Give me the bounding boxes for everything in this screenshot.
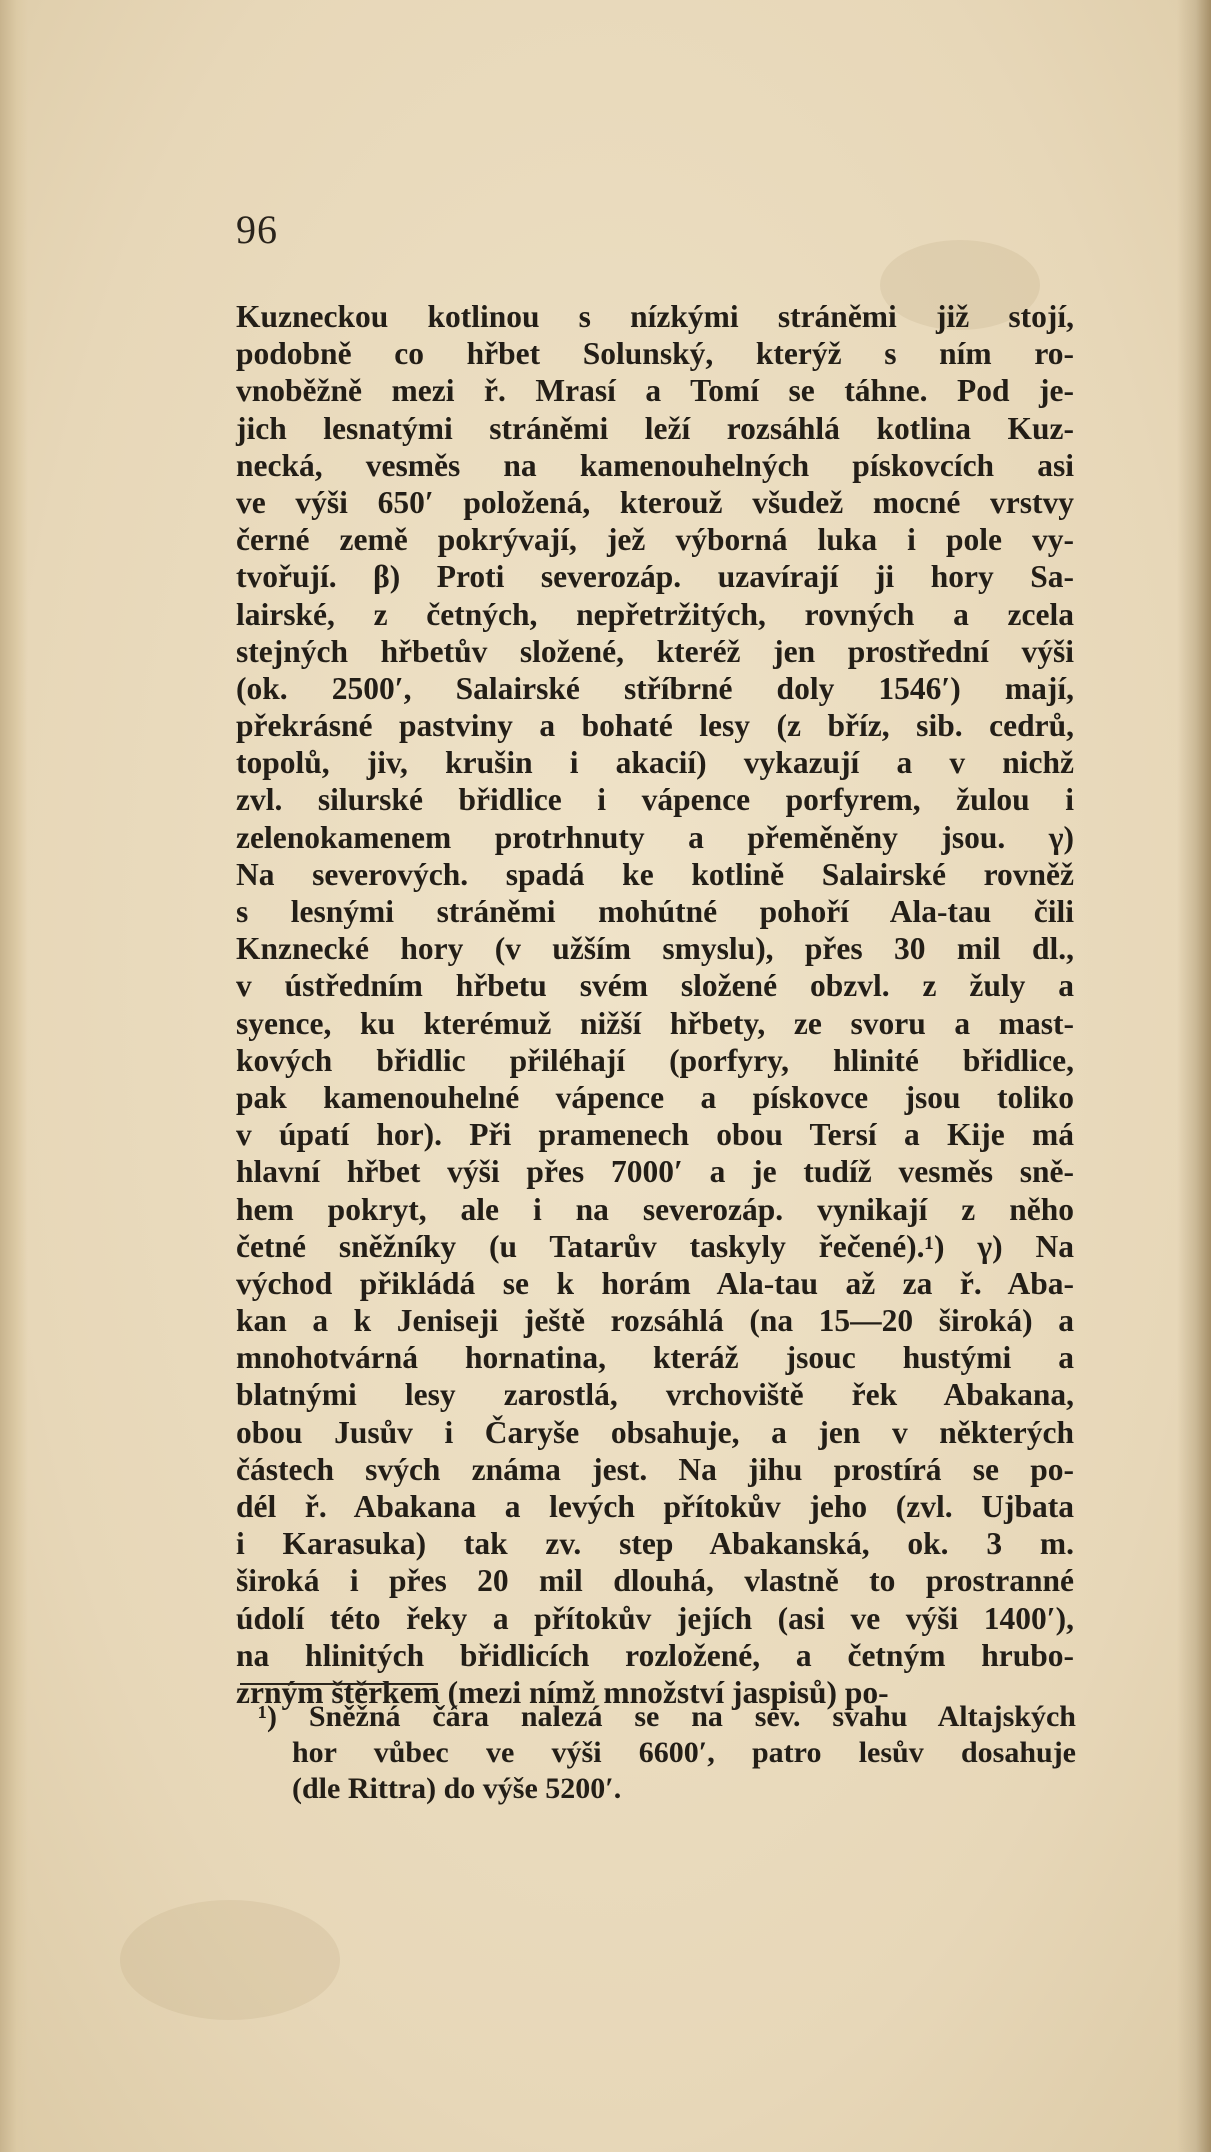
text-line: i Karasuka) tak zv. step Abakanská, ok. 3 m. xyxy=(236,1526,1074,1562)
text-line: částech svých známa jest. Na jihu prostírá se po- xyxy=(236,1451,1074,1487)
text-line: podobně co hřbet Solunský, kterýž s ním ro- xyxy=(236,336,1074,372)
text-line: v ústředním hřbetu svém složené obzvl. z žuly a xyxy=(236,968,1074,1004)
text-line: Knznecké hory (v užším smyslu), přes 30 mil dl., xyxy=(236,931,1074,967)
text-line: zelenokamenem protrhnuty a přeměněny jsou. γ) xyxy=(236,819,1074,855)
text-line: stejných hřbetův složené, kteréž jen prostřední výši xyxy=(236,633,1074,669)
text-line: (ok. 2500′, Salairské stříbrné doly 1546′) mají, xyxy=(236,670,1074,706)
text-line: údolí této řeky a přítokův jejích (asi ve výši 1400′), xyxy=(236,1600,1074,1636)
text-line: kan a k Jeniseji ještě rozsáhlá (na 15—20 široká) a xyxy=(236,1303,1074,1339)
text-line: tvořují. β) Proti severozáp. uzavírají ji hory Sa- xyxy=(236,559,1074,595)
text-line: četné sněžníky (u Tatarův taskyly řečené).¹) γ) Na xyxy=(236,1228,1074,1264)
text-line: kových břidlic přiléhají (porfyry, hlinité břidlice, xyxy=(236,1042,1074,1078)
text-line: na hlinitých břidlicích rozložené, a četným hrubo- xyxy=(236,1637,1074,1673)
footnote-line: hor vůbec ve výši 6600′, patro lesův dosahuje xyxy=(292,1736,1076,1769)
text-line: topolů, jiv, krušin i akacií) vykazují a v nichž xyxy=(236,745,1074,781)
text-line: necká, vesměs na kamenouhelných pískovcích asi xyxy=(236,447,1074,483)
text-line: obou Jusův i Čaryše obsahuje, a jen v některých xyxy=(236,1414,1074,1450)
text-line: hlavní hřbet výši přes 7000′ a je tudíž vesměs sně- xyxy=(236,1154,1074,1190)
footnote-line: ¹) Sněžná čára nalezá se na sev. svahu Altajských xyxy=(258,1700,1076,1733)
text-line: černé země pokrývají, jež výborná luka i pole vy- xyxy=(236,522,1074,558)
text-line: Kuzneckou kotlinou s nízkými stráněmi již stojí, xyxy=(236,299,1074,334)
text-line: ve výši 650′ položená, kterouž všudež mocné vrstvy xyxy=(236,484,1074,520)
body-text xyxy=(236,298,1074,1711)
text-line: s lesnými stráněmi mohútné pohoří Ala-tau čili xyxy=(236,894,1074,929)
text-line: blatnými lesy zarostlá, vrchoviště řek Abakana, xyxy=(236,1377,1074,1413)
paper-stain xyxy=(120,1900,340,2020)
text-line: mnohotvárná hornatina, kteráž jsouc hustými a xyxy=(236,1340,1074,1376)
text-line: hem pokryt, ale i na severozáp. vynikají z něho xyxy=(236,1191,1074,1227)
spine-shadow xyxy=(0,0,28,2152)
text-line: zrným štěrkem (mezi nímž množství jaspisů) po- xyxy=(236,1674,889,1710)
text-line: v úpatí hor). Při pramenech obou Tersí a Kije má xyxy=(236,1117,1074,1153)
text-line: syence, ku kterémuž nižší hřbety, ze svoru a mast- xyxy=(236,1005,1074,1041)
text-line: vnoběžně mezi ř. Mrasí a Tomí se táhne. Pod je- xyxy=(236,373,1074,409)
text-line: zvl. silurské břidlice i vápence porfyrem, žulou i xyxy=(236,782,1074,818)
text-line: lairské, z četných, nepřetržitých, rovných a zcela xyxy=(236,596,1074,632)
footnote-line: (dle Rittra) do výše 5200′. xyxy=(292,1772,622,1805)
footnotes xyxy=(258,1699,1076,1807)
footnote-divider xyxy=(240,1683,438,1685)
text-line: pak kamenouhelné vápence a pískovce jsou toliko xyxy=(236,1079,1074,1115)
page-edge xyxy=(1177,0,1211,2152)
text-line: Na severových. spadá ke kotlině Salairské rovněž xyxy=(236,856,1074,892)
text-line: překrásné pastviny a bohaté lesy (z bříz, sib. cedrů, xyxy=(236,708,1074,744)
page-number: 96 xyxy=(236,207,278,252)
text-line: jich lesnatými stráněmi leží rozsáhlá kotlina Kuz- xyxy=(236,410,1074,446)
text-line: dél ř. Abakana a levých přítokův jeho (zvl. Ujbata xyxy=(236,1489,1074,1524)
text-line: široká i přes 20 mil dlouhá, vlastně to prostranné xyxy=(236,1563,1074,1599)
text-line: východ přikládá se k horám Ala-tau až za ř. Aba- xyxy=(236,1265,1074,1301)
